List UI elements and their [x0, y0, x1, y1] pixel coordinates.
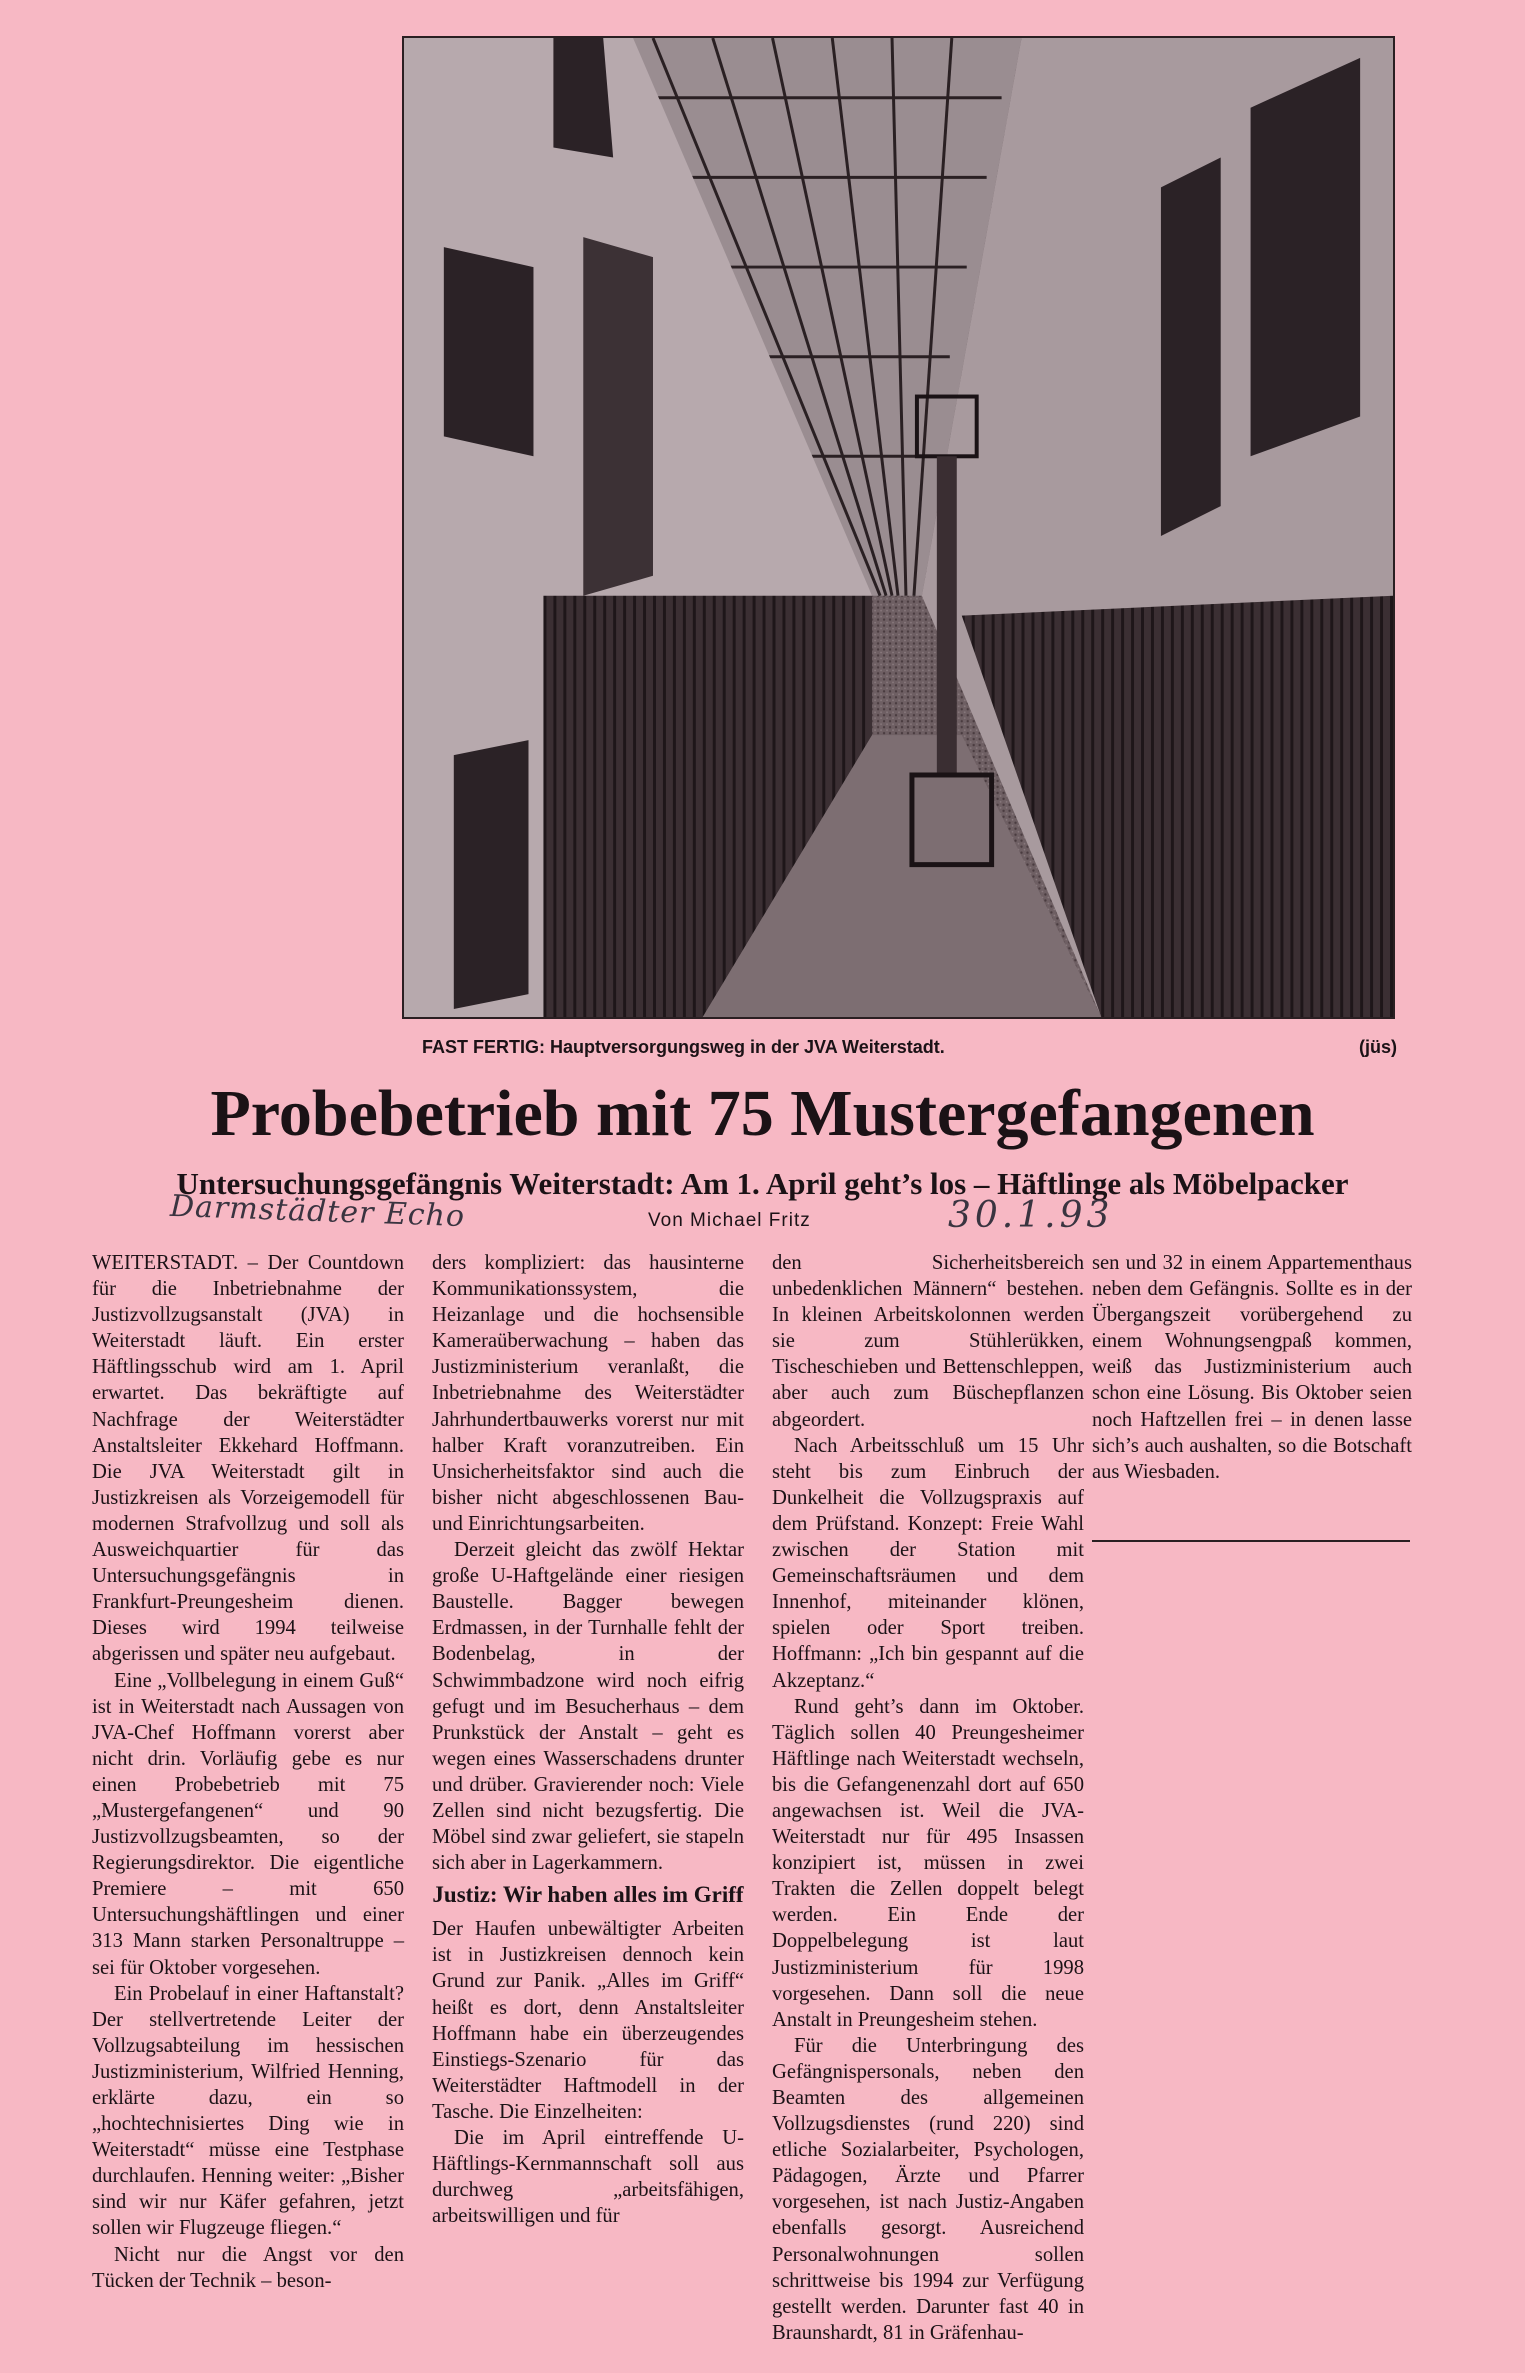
photo-credit: (jüs) — [1359, 1036, 1397, 1057]
paragraph: den Sicherheitsbereich unbedenklichen Männern“ bestehen. In kleinen Arbeitskolonnen werden sie zum Stühlerükken, Tischeschieben und Bettenschleppen, aber auch zum Büschepflanzen abgeordert. — [772, 1252, 1084, 1431]
prison-corridor-photo — [402, 36, 1395, 1019]
paragraph: Derzeit gleicht das zwölf Hektar große U-Haftgelände einer riesigen Baustelle. Bagger bewegen Erdmassen, in der Turnhalle fehlt der Bodenbelag, in der Schwimmbadzone wird noch eifrig gefugt und im Besucherhaus – dem Prunkstück der Anstalt – geht es wegen eines Wasserschadens drunter und drüber. Gravierender noch: Viele Zellen sind nicht bezugsfertig. Die Möbel sind zwar geliefert, sie stapeln sich aber in Lagerkammern. — [432, 1539, 744, 1875]
section-heading: Justiz: Wir haben alles im Griff — [432, 1882, 744, 1908]
photo-caption — [422, 1034, 1397, 1060]
text-column-1 — [92, 1250, 404, 2294]
paragraph: Ein Probelauf in einer Haftanstalt? Der stellvertretende Leiter der Vollzugsabteilung im hessischen Justizministerium, Wilfried Henning, erklärte dazu, ein so „hochtechnisiertes Ding wie in Weiterstadt“ müsse eine Testphase durchlaufen. Henning weiter: „Bisher sind wir nur Käfer gefahren, jetzt sollen wir Flugzeuge fliegen.“ — [92, 1982, 404, 2240]
text-column-4 — [1092, 1250, 1412, 1485]
article-headline: Probebetrieb mit 75 Mustergefangenen — [210, 1077, 1315, 1150]
handwritten-source-note: Darmstädter Echo — [169, 1188, 466, 1235]
byline: Von Michael Fritz — [648, 1210, 811, 1231]
text-column-2 — [432, 1250, 744, 2229]
paragraph: Für die Unterbringung des Gefängnispersonals, neben den Beamten des allgemeinen Vollzugsdienstes (rund 220) sind etliche Sozialarbeiter, Psychologen, Pädagogen, Ärzte und Pfarrer vorgesehen, ist nach Justiz-Angaben ebenfalls gesorgt. Ausreichend Personalwohnungen sollen schrittweise bis 1994 zur Verfügung gestellt werden. Darunter fast 40 in Braunshardt, 81 in Gräfenhau- — [772, 2034, 1084, 2344]
paragraph: Der Haufen unbewältigter Arbeiten ist in Justizkreisen dennoch kein Grund zur Panik. „Alles im Griff“ heißt es dort, denn Anstaltsleiter Hoffmann habe ein überzeugendes Einstiegs-Szenario für das Weiterstädter Haftmodell in der Tasche. Die Einzelheiten: — [432, 1918, 744, 2123]
article-end-rule — [1092, 1540, 1410, 1542]
text-column-3 — [772, 1250, 1084, 2346]
article-subheadline: Untersuchungsgefängnis Weiterstadt: Am 1. April geht’s los – Häftlinge als Möbelpacker — [176, 1166, 1349, 1201]
paragraph: Die im April eintreffende U-Häftlings-Kernmannschaft soll aus durchweg „arbeitsfähigen, arbeitswilligen und für — [432, 2127, 744, 2228]
caption-text: FAST FERTIG: Hauptversorgungsweg in der JVA Weiterstadt. — [422, 1036, 945, 1057]
paragraph: Nach Arbeitsschluß um 15 Uhr steht bis zum Einbruch der Dunkelheit die Vollzugspraxis auf dem Prüfstand. Konzept: Freie Wahl zwischen der Station mit Gemeinschaftsräumen und dem Innenhof, miteinander klönen, spielen oder Sport treiben. Hoffmann: „Ich bin gespannt auf die Akzeptanz.“ — [772, 1434, 1084, 1692]
handwritten-date-note: 30.1.93 — [948, 1195, 1114, 1236]
paragraph: Nicht nur die Angst vor den Tücken der Technik – beson- — [92, 2243, 404, 2292]
paragraph: Eine „Vollbelegung in einem Guß“ ist in Weiterstadt nach Aussagen von JVA-Chef Hoffmann vorerst aber nicht drin. Vorläufig gebe es nur einen Probebetrieb mit 75 „Mustergefangenen“ und 90 Justizvollzugsbeamten, so der Regierungsdirektor. Die eigentliche Premiere – mit 650 Untersuchungshäftlingen und einer 313 Mann starken Personaltruppe – sei für Oktober vorgesehen. — [92, 1669, 404, 1979]
paragraph: sen und 32 in einem Appartementhaus neben dem Gefängnis. Sollte es in der Übergangszeit vorübergehend zu einem Wohnungsengpaß kommen, weiß das Justizministerium auch schon eine Lösung. Bis Oktober seien noch Haftzellen frei – in denen lasse sich’s auch aushalten, so die Botschaft aus Wiesbaden. — [1092, 1252, 1412, 1483]
paragraph: Rund geht’s dann im Oktober. Täglich sollen 40 Preungesheimer Häftlinge nach Weiterstadt wechseln, bis die Gefangenenzahl dort auf 650 angewachsen ist. Weil die JVA-Weiterstadt nur für 495 Insassen konzipiert ist, müssen in zwei Trakten die Zellen doppelt belegt werden. Ein Ende der Doppelbelegung ist laut Justizministerium für 1998 vorgesehen. Dann soll die neue Anstalt in Preungesheim stehen. — [772, 1695, 1084, 2031]
paragraph: WEITERSTADT. – Der Countdown für die Inbetriebnahme der Justizvollzugsanstalt (JVA) in Weiterstadt läuft. Ein erster Häftlingsschub wird am 1. April erwartet. Das bekräftigte auf Nachfrage der Weiterstädter Anstaltsleiter Ekkehard Hoffmann. Die JVA Weiterstadt gilt in Justizkreisen als Vorzeigemodell für modernen Strafvollzug und soll als Ausweichquartier für das Untersuchungsgefängnis in Frankfurt-Preungesheim dienen. Dieses wird 1994 teilweise abgerissen und später neu aufgebaut. — [92, 1252, 404, 1666]
corridor-illustration — [404, 38, 1393, 1017]
paragraph: ders kompliziert: das hausinterne Kommunikationssystem, die Heizanlage und die hochsensible Kameraüberwachung – haben das Justizministerium veranlaßt, die Inbetriebnahme des Weiterstädter Jahrhundertbauwerks vorerst nur mit halber Kraft voranzutreiben. Ein Unsicherheitsfaktor sind auch die bisher nicht abgeschlossenen Bau- und Einrichtungsarbeiten. — [432, 1252, 744, 1535]
